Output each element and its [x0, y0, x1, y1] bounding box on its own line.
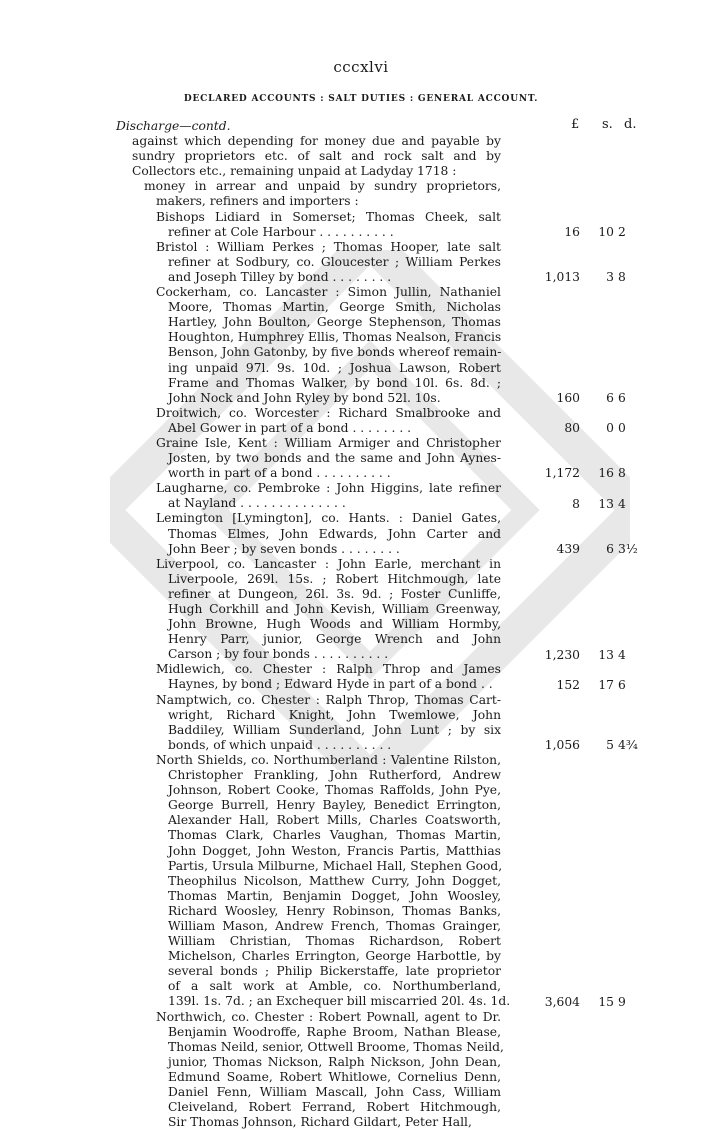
entry-line: Michelson, Charles Errington, George Harbottle, by [168, 949, 501, 964]
entry-line: against which depending for money due and payable by [132, 134, 501, 149]
amount-pence: 6 [618, 677, 626, 692]
entry-line: Theophilus Nicolson, Matthew Curry, John Dogget, [168, 873, 501, 888]
entry-line: Graine Isle, Kent : William Armiger and Christopher [156, 435, 501, 450]
entry-line: Thomas Clark, Charles Vaughan, Thomas Martin, [168, 828, 501, 843]
amount-pounds: 3,604 [544, 994, 580, 1009]
amount-shillings: 10 [598, 224, 614, 239]
amount-pence: 8 [618, 270, 626, 284]
amount-pounds: 1,230 [544, 647, 580, 662]
account-entry [116, 210, 501, 240]
entry-line: Laugharne, co. Pembroke : John Higgins, late refiner [156, 481, 501, 496]
account-entry [116, 511, 501, 556]
entry-line: money in arrear and unpaid by sundry proprietors, [144, 179, 501, 194]
entry-line: at Nayland . . . . . . . . . . . . . . [168, 496, 346, 511]
entry-line: Baddiley, William Sunderland, John Lunt ; by six [168, 722, 501, 737]
entry-line: Daniel Fenn, William Mascall, John Cass, William [168, 1085, 501, 1099]
entry-line: ing unpaid 97l. 9s. 10d. ; Joshua Lawson, Robert [168, 360, 501, 375]
amount-shillings: 3 [606, 270, 614, 284]
amount-pence: 3½ [618, 541, 638, 556]
column-head-pence: d. [624, 117, 637, 132]
amount-pence: 0 [618, 421, 626, 435]
amount-pounds: 80 [564, 421, 580, 435]
amount-pence: 9 [618, 994, 626, 1009]
amount-shillings: 0 [606, 421, 614, 435]
entry-line: refiner at Sodbury, co. Gloucester ; William Perkes [168, 254, 501, 269]
entry-line: refiner at Cole Harbour . . . . . . . . . . [168, 224, 394, 239]
amount-pence: 8 [618, 466, 626, 481]
entry-line: junior, Thomas Nickson, Ralph Nickson, John Dean, [168, 1054, 501, 1069]
entry-line: worth in part of a bond . . . . . . . . . . [168, 466, 391, 481]
entry-line: Carson ; by four bonds . . . . . . . . . . [168, 647, 389, 662]
entry-line: Benjamin Woodroffe, Raphe Broom, Nathan Blease, [168, 1024, 501, 1039]
entry-line: John Beer ; by seven bonds . . . . . . . . [168, 541, 400, 556]
account-body [116, 119, 511, 1130]
amount-pounds: 1,056 [544, 738, 580, 753]
entry-line: Frame and Thomas Walker, by bond 10l. 6s. 8d. ; [168, 375, 501, 390]
account-entry [116, 752, 511, 1010]
entry-line: Cleiveland, Robert Ferrand, Robert Hitchmough, [168, 1100, 501, 1115]
amount-shillings: 13 [598, 496, 614, 511]
entry-line: Houghton, Humphrey Ellis, Thomas Nealson, Francis [168, 330, 502, 345]
entry-line: Alexander Hall, Robert Mills, Charles Coatsworth, [168, 813, 501, 828]
entry-line: Droitwich, co. Worcester : Richard Smalbrooke and [156, 405, 501, 420]
account-entry [116, 406, 501, 436]
page-number: cccxlvi [333, 58, 389, 76]
amount-shillings: 17 [598, 677, 614, 692]
column-head-shillings: s. [602, 117, 613, 132]
entry-line: Thomas Martin, Benjamin Dogget, John Woosley, [168, 888, 501, 903]
amount-shillings: 16 [598, 466, 614, 481]
entry-line: Thomas Neild, senior, Ottwell Broome, Thomas Neild, [168, 1039, 504, 1054]
entry-line: Abel Gower in part of a bond . . . . . . . . [168, 420, 412, 435]
amount-pounds: 152 [556, 677, 580, 692]
column-head-pounds: £ [571, 117, 580, 132]
entry-line: Namptwich, co. Chester : Ralph Throp, Thomas Cart- [156, 692, 501, 707]
amount-shillings: 15 [598, 994, 614, 1009]
entry-line: Bishops Lidiard in Somerset; Thomas Cheek, salt [156, 209, 501, 224]
entry-line: Richard Woosley, Henry Robinson, Thomas Banks, [168, 903, 501, 918]
entry-line: Discharge—contd. [116, 119, 231, 133]
amount-shillings: 6 [606, 541, 614, 556]
amount-pounds: 1,172 [544, 466, 580, 481]
amount-pence: 4 [618, 647, 626, 662]
entry-line: refiner at Dungeon, 26l. 3s. 9d. ; Foster Cunliffe, [168, 586, 501, 601]
amount-pounds: 16 [564, 224, 580, 239]
entry-line: Thomas Elmes, John Edwards, John Carter and [168, 526, 501, 541]
entry-line: Sir Thomas Johnson, Richard Gildart, Peter Hall, [168, 1115, 472, 1130]
entry-line: Edmund Soame, Robert Whitlowe, Cornelius Denn, [168, 1069, 501, 1084]
entry-line: Hartley, John Boulton, George Stephenson, Thomas [168, 315, 501, 330]
entry-line: Henry Parr, junior, George Wrench and John [168, 632, 501, 647]
entry-line: Liverpoole, 269l. 15s. ; Robert Hitchmough, late [168, 571, 501, 586]
account-entry [116, 693, 501, 753]
amount-pounds: 8 [572, 496, 580, 511]
entry-line: wright, Richard Knight, John Twemlowe, John [168, 707, 501, 722]
entry-line: Christopher Frankling, John Rutherford, Andrew [168, 768, 501, 783]
running-head: DECLARED ACCOUNTS : SALT DUTIES : GENERAL ACCOUNT. [183, 94, 539, 104]
entry-line: bonds, of which unpaid . . . . . . . . . . [168, 737, 392, 752]
entry-line: Northwich, co. Chester : Robert Pownall, agent to Dr. [156, 1009, 501, 1024]
amount-pounds: 439 [556, 541, 580, 556]
account-entry [116, 557, 501, 663]
entry-line: Cockerham, co. Lancaster : Simon Jullin, Nathaniel [156, 285, 501, 300]
account-entry [116, 285, 501, 406]
entry-line: Johnson, Robert Cooke, Thomas Raffolds, John Pye, [168, 783, 501, 798]
entry-line: Hugh Corkhill and John Kevish, William Greenway, [168, 602, 501, 616]
amount-pounds: 160 [556, 390, 580, 405]
account-entry [116, 481, 501, 511]
entry-line: North Shields, co. Northumberland : Valentine Rilston, [156, 752, 501, 767]
entry-line: Benson, John Gatonby, by five bonds whereof remain- [168, 345, 502, 360]
amount-pounds: 1,013 [544, 270, 580, 284]
account-entry [116, 436, 501, 481]
amount-shillings: 5 [606, 738, 614, 753]
entry-line: of a salt work at Amble, co. Northumberland, [168, 979, 501, 994]
entry-line: Liverpool, co. Lancaster : John Earle, merchant in [156, 556, 501, 571]
amount-pence: 6 [618, 390, 626, 405]
entry-line: William Christian, Thomas Richardson, Robert [168, 934, 501, 949]
amount-pence: 4 [618, 496, 626, 511]
entry-line: Moore, Thomas Martin, George Smith, Nicholas [168, 300, 501, 315]
account-entry [116, 662, 501, 692]
entry-line: makers, refiners and importers : [156, 194, 359, 209]
entry-line: Partis, Ursula Milburne, Michael Hall, Stephen Good, [168, 858, 503, 873]
entry-line: George Burrell, Henry Bayley, Benedict Errington, [168, 798, 501, 813]
entry-line: Midlewich, co. Chester : Ralph Throp and James [156, 662, 501, 677]
account-entry [116, 1009, 504, 1130]
entry-line: William Mason, Andrew French, Thomas Grainger, [168, 918, 501, 933]
entry-line: John Dogget, John Weston, Francis Partis, Matthias [168, 843, 501, 858]
entry-line: Josten, by two bonds and the same and John Aynes- [168, 451, 501, 466]
entry-line: John Browne, Hugh Woods and William Hormby, [168, 617, 501, 632]
amount-shillings: 13 [598, 647, 614, 662]
entry-line: several bonds ; Philip Bickerstaffe, late proprietor [168, 964, 501, 979]
amount-pence: 4¾ [618, 738, 638, 753]
entry-line: Lemington [Lymington], co. Hants. : Daniel Gates, [156, 511, 501, 526]
account-entry [116, 240, 501, 285]
entry-line: and Joseph Tilley by bond . . . . . . . . [168, 269, 392, 284]
amount-pence: 2 [618, 224, 626, 239]
entry-line: 139l. 1s. 7d. ; an Exchequer bill miscarried 20l. 4s. 1d. [168, 994, 511, 1009]
entry-line: Collectors etc., remaining unpaid at Ladyday 1718 : [132, 164, 457, 179]
entry-line: John Nock and John Ryley by bond 52l. 10s. [168, 390, 441, 405]
entry-line: sundry proprietors etc. of salt and rock salt and by [132, 149, 501, 164]
entry-line: Bristol : William Perkes ; Thomas Hooper, late salt [156, 239, 501, 254]
discharge-heading [116, 119, 501, 210]
entry-line: Haynes, by bond ; Edward Hyde in part of a bond . . [168, 677, 493, 692]
amount-shillings: 6 [606, 390, 614, 405]
